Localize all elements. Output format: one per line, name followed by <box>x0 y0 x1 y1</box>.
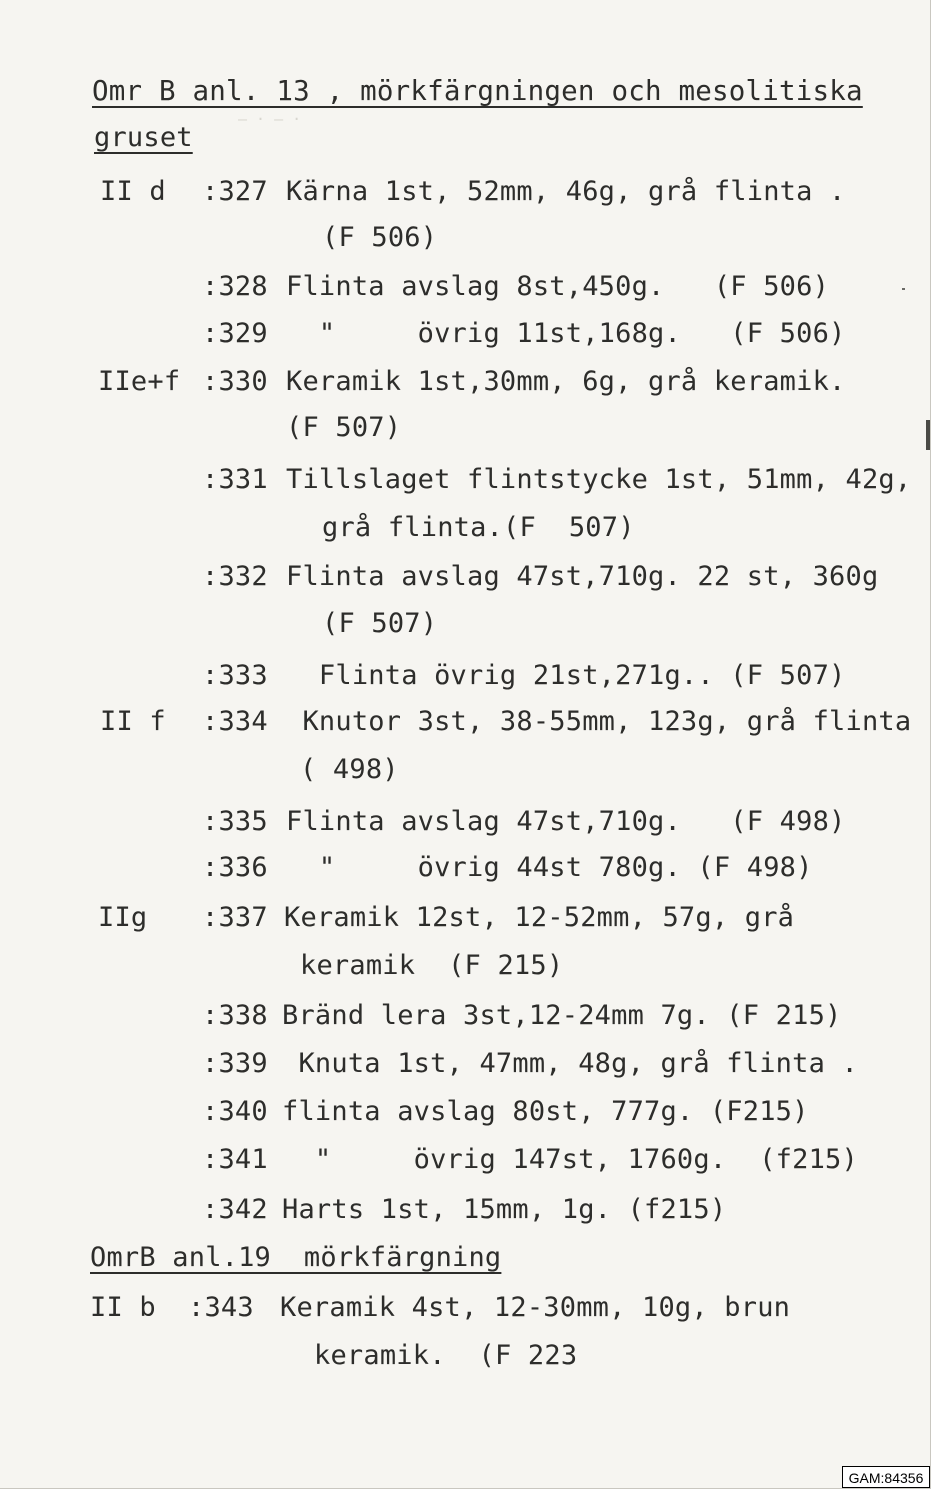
ink-speck <box>926 420 930 450</box>
entry-text: flinta avslag 80st, 777g. (F215) <box>282 1096 809 1127</box>
layer-label: II d <box>100 176 166 207</box>
find-number: :332 <box>202 561 268 592</box>
entry-text: Keramik 4st, 12-30mm, 10g, brun <box>280 1292 791 1323</box>
entry-text: Flinta avslag 8st,450g. (F 506) <box>286 271 830 302</box>
find-number: :327 <box>202 176 268 207</box>
find-number: :335 <box>202 806 268 837</box>
entry-text-continued: (F 507) <box>322 608 438 639</box>
heading-section-2: OmrB anl.19 mörkfärgning <box>90 1242 502 1273</box>
entry-text: " övrig 147st, 1760g. (f215) <box>282 1144 858 1175</box>
layer-label: II b <box>90 1292 156 1323</box>
find-number: :328 <box>202 271 268 302</box>
entry-text: Bränd lera 3st,12-24mm 7g. (F 215) <box>282 1000 842 1031</box>
entry-text: Keramik 12st, 12-52mm, 57g, grå <box>284 902 795 933</box>
find-number: :336 <box>202 852 268 883</box>
ghost-bleed-through: — · — · <box>238 110 302 128</box>
heading-line-2: gruset <box>94 122 193 153</box>
find-number: :334 <box>202 706 268 737</box>
find-number: :330 <box>202 366 268 397</box>
find-number: :329 <box>202 318 268 349</box>
entry-text-continued: keramik. (F 223 <box>314 1340 578 1371</box>
entry-text-continued: ( 498) <box>300 754 399 785</box>
entry-text: Keramik 1st,30mm, 6g, grå keramik. <box>286 366 846 397</box>
find-number: :331 <box>202 464 268 495</box>
entry-text-continued: keramik (F 215) <box>300 950 564 981</box>
entry-text: Tillslaget flintstycke 1st, 51mm, 42g, <box>286 464 912 495</box>
entry-text: " övrig 11st,168g. (F 506) <box>286 318 846 349</box>
entry-text-continued: (F 506) <box>322 222 438 253</box>
entry-text: Flinta avslag 47st,710g. 22 st, 360g <box>286 561 879 592</box>
entry-text: Kärna 1st, 52mm, 46g, grå flinta . <box>286 176 846 207</box>
find-number: :343 <box>188 1292 254 1323</box>
find-number: :337 <box>202 902 268 933</box>
entry-text: Knutor 3st, 38-55mm, 123g, grå flinta <box>286 706 912 737</box>
ink-speck <box>902 288 905 290</box>
find-number: :333 <box>202 660 268 691</box>
find-number: :338 <box>202 1000 268 1031</box>
entry-text: " övrig 44st 780g. (F 498) <box>286 852 813 883</box>
entry-text: Flinta övrig 21st,271g.. (F 507) <box>286 660 846 691</box>
heading-line-1: Omr B anl. 13 , mörkfärgningen och mesolitiska <box>92 75 863 107</box>
find-number: :342 <box>202 1194 268 1225</box>
find-number: :339 <box>202 1048 268 1079</box>
entry-text: Flinta avslag 47st,710g. (F 498) <box>286 806 846 837</box>
entry-text: Harts 1st, 15mm, 1g. (f215) <box>282 1194 727 1225</box>
layer-label: II f <box>100 706 166 737</box>
layer-label: IIg <box>98 902 148 933</box>
entry-text: Knuta 1st, 47mm, 48g, grå flinta . <box>282 1048 858 1079</box>
entry-text-continued: (F 507) <box>286 412 402 443</box>
archive-id-label: GAM:84356 <box>842 1466 930 1488</box>
find-number: :340 <box>202 1096 268 1127</box>
find-number: :341 <box>202 1144 268 1175</box>
entry-text-continued: grå flinta.(F 507) <box>322 512 635 543</box>
layer-label: IIe+f <box>98 366 181 397</box>
